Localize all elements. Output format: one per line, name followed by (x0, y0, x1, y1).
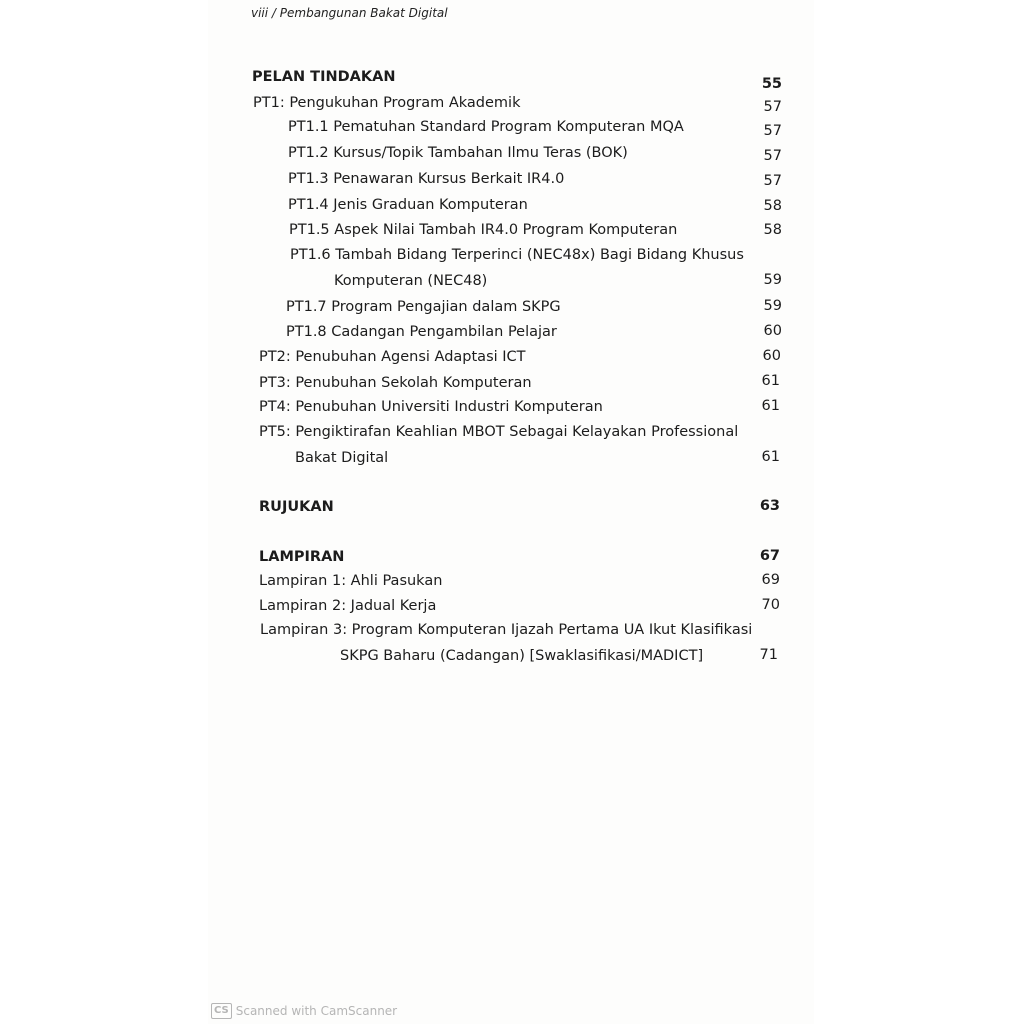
toc-page-pelan: 55 (761, 76, 782, 92)
toc-page-pt1-3: 57 (763, 173, 782, 189)
toc-page-rujukan: 63 (759, 498, 780, 514)
toc-page-pt4: 61 (761, 398, 780, 414)
toc-page-pt1-1: 57 (763, 123, 782, 139)
toc-entry-pt1-5: PT1.5 Aspek Nilai Tambah IR4.0 Program Komputeran (289, 222, 678, 238)
toc-page-lampiran: 67 (759, 548, 780, 564)
toc-page-lampiran-3: 71 (759, 647, 778, 663)
toc-entry-pt2: PT2: Penubuhan Agensi Adaptasi ICT (259, 349, 526, 365)
toc-entry-pt3: PT3: Penubuhan Sekolah Komputeran (259, 375, 532, 391)
toc-entry-lampiran-3: Lampiran 3: Program Komputeran Ijazah Pertama UA Ikut Klasifikasi (260, 622, 753, 638)
toc-entry-pt1-7: PT1.7 Program Pengajian dalam SKPG (286, 299, 561, 315)
toc-entry-pt1: PT1: Pengukuhan Program Akademik (253, 95, 521, 111)
toc-entry-pt1-6: PT1.6 Tambah Bidang Terperinci (NEC48x) Bagi Bidang Khusus (290, 247, 744, 263)
toc-entry-pt1-1: PT1.1 Pematuhan Standard Program Komputeran MQA (288, 119, 684, 135)
toc-page-pt5: 61 (761, 449, 780, 465)
toc-page-pt2: 60 (762, 348, 781, 364)
toc-entry-pt5-cont: Bakat Digital (295, 450, 389, 466)
toc-entry-lampiran-1: Lampiran 1: Ahli Pasukan (259, 573, 443, 589)
toc-page-lampiran-1: 69 (761, 572, 780, 588)
toc-entry-pt1-4: PT1.4 Jenis Graduan Komputeran (288, 197, 528, 213)
toc-page-pt1-2: 57 (763, 148, 782, 164)
toc-page-pt1-5: 58 (763, 222, 782, 238)
toc-page-lampiran-2: 70 (761, 597, 780, 613)
toc-heading-rujukan: RUJUKAN (259, 499, 334, 515)
toc-entry-pt1-2: PT1.2 Kursus/Topik Tambahan Ilmu Teras (BOK) (288, 145, 628, 161)
toc-entry-lampiran-3-cont: SKPG Baharu (Cadangan) [Swaklasifikasi/MADICT] (340, 648, 704, 664)
scanner-watermark (211, 1003, 397, 1019)
toc-entry-lampiran-2: Lampiran 2: Jadual Kerja (259, 598, 437, 614)
toc-page-pt1-6: 59 (763, 272, 782, 288)
toc-page-pt3: 61 (761, 373, 780, 389)
toc-entry-pt1-6-cont: Komputeran (NEC48) (334, 273, 488, 289)
toc-entry-pt1-8: PT1.8 Cadangan Pengambilan Pelajar (286, 324, 557, 340)
toc-heading-pelan: PELAN TINDAKAN (252, 69, 396, 85)
scanner-text: Scanned with CamScanner (235, 1004, 398, 1018)
toc-entry-pt5: PT5: Pengiktirafan Keahlian MBOT Sebagai Kelayakan Professional (259, 424, 739, 440)
running-head: viii / Pembangunan Bakat Digital (251, 6, 448, 20)
toc-page-pt1-4: 58 (763, 198, 782, 214)
camscanner-logo-icon: CS (211, 1003, 232, 1019)
toc-entry-pt1-3: PT1.3 Penawaran Kursus Berkait IR4.0 (288, 171, 565, 187)
toc-heading-lampiran: LAMPIRAN (259, 549, 345, 565)
toc-page-pt1-7: 59 (763, 298, 782, 314)
toc-page-pt1-8: 60 (763, 323, 782, 339)
toc-entry-pt4: PT4: Penubuhan Universiti Industri Komputeran (259, 399, 603, 415)
toc-page-pt1: 57 (763, 99, 782, 115)
